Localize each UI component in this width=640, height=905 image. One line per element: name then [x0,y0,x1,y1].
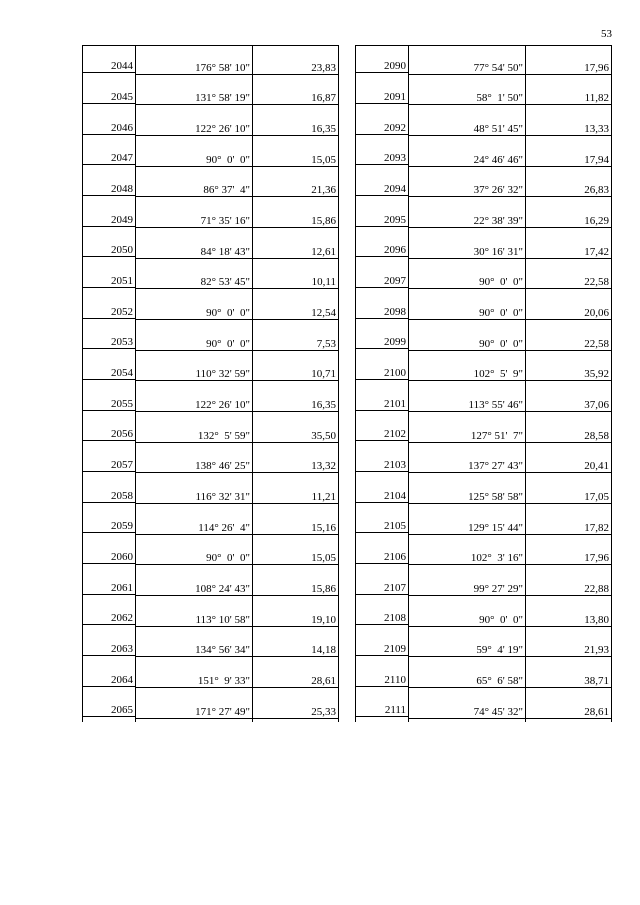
point-number: 2064 [111,674,133,686]
distance-value: 37,06 [584,399,609,411]
point-number: 2099 [384,336,406,348]
angle-value: 116° 32' 31" [195,491,250,503]
measurement-row-rule [135,380,339,381]
point-row-rule [355,410,408,411]
angle-value: 129° 15' 44" [468,522,523,534]
angle-value: 99° 27' 29" [473,583,523,595]
distance-value: 13,33 [584,123,609,135]
angle-value: 22° 38' 39" [473,215,523,227]
measurement-row-rule [408,442,612,443]
angle-value: 84° 18' 43" [200,246,250,258]
point-row-rule [355,164,408,165]
angle-value: 74° 45' 32" [473,706,523,718]
point-row-rule [82,502,135,503]
measurement-row-rule [135,288,339,289]
distance-value: 23,83 [311,62,336,74]
distance-value: 11,21 [311,491,336,503]
angle-value: 77° 54' 50" [473,62,523,74]
distance-value: 10,71 [311,368,336,380]
point-row-rule [355,318,408,319]
distance-value: 12,61 [311,246,336,258]
measurement-row-rule [135,503,339,504]
distance-value: 17,42 [584,246,609,258]
measurement-row-rule [135,442,339,443]
point-row-rule [355,195,408,196]
measurement-row-rule [408,227,612,228]
distance-value: 17,96 [584,552,609,564]
distance-value: 14,18 [311,644,336,656]
distance-value: 21,93 [584,644,609,656]
measurement-row-rule [135,350,339,351]
angle-value: 127° 51' 7" [470,430,523,442]
point-number: 2054 [111,367,133,379]
point-row-rule [82,256,135,257]
distance-value: 22,58 [584,338,609,350]
point-row-rule [82,532,135,533]
angle-value: 48° 51' 45" [473,123,523,135]
table-top-rule [355,45,612,46]
point-row-rule [82,195,135,196]
point-row-rule [82,655,135,656]
point-number: 2060 [111,551,133,563]
angle-value: 82° 53' 45" [200,276,250,288]
distance-value: 15,05 [311,154,336,166]
point-row-rule [355,563,408,564]
angle-value: 90° 0' 0" [479,614,523,626]
measurement-row-rule [135,718,339,719]
point-row-rule [82,348,135,349]
point-number: 2106 [384,551,406,563]
point-row-rule [355,379,408,380]
point-row-rule [355,226,408,227]
point-row-rule [82,686,135,687]
measurement-row-rule [408,135,612,136]
coordinates-table-right [355,45,612,722]
distance-value: 25,33 [311,706,336,718]
angle-value: 171° 27' 49" [195,706,250,718]
measurement-row-rule [408,380,612,381]
angle-value: 110° 32' 59" [195,368,250,380]
distance-value: 15,16 [311,522,336,534]
measurement-row-rule [408,104,612,105]
point-number: 2093 [384,152,406,164]
point-row-rule [355,655,408,656]
point-number: 2058 [111,490,133,502]
angle-value: 102° 3' 16" [470,552,523,564]
distance-value: 7,53 [316,338,336,350]
point-number: 2090 [384,60,406,72]
measurement-row-rule [135,166,339,167]
point-number: 2059 [111,520,133,532]
angle-value: 113° 55' 46" [468,399,523,411]
measurement-row-rule [408,656,612,657]
distance-value: 11,82 [584,92,609,104]
angle-value: 24° 46' 46" [473,154,523,166]
measurement-row-rule [408,564,612,565]
point-row-rule [82,594,135,595]
angle-value: 90° 0' 0" [479,307,523,319]
angle-value: 90° 0' 0" [206,552,250,564]
measurement-row-rule [135,411,339,412]
point-number: 2092 [384,122,406,134]
point-number: 2091 [384,91,406,103]
measurement-row-rule [408,319,612,320]
measurement-row-rule [135,472,339,473]
point-row-rule [82,134,135,135]
distance-value: 17,96 [584,62,609,74]
angle-value: 114° 26' 4" [198,522,250,534]
angle-value: 37° 26' 32" [473,184,523,196]
measurement-row-rule [408,74,612,75]
point-number: 2102 [384,428,406,440]
angle-value: 151° 9' 33" [197,675,250,687]
distance-value: 13,32 [311,460,336,472]
angle-value: 125° 58' 58" [468,491,523,503]
point-row-rule [82,103,135,104]
point-row-rule [355,502,408,503]
measurement-row-rule [408,503,612,504]
point-number: 2065 [111,704,133,716]
angle-value: 90° 0' 0" [479,276,523,288]
point-row-rule [355,134,408,135]
point-row-rule [355,594,408,595]
point-row-rule [355,686,408,687]
point-row-rule [82,72,135,73]
measurement-row-rule [135,258,339,259]
point-row-rule [82,164,135,165]
distance-value: 22,58 [584,276,609,288]
point-row-rule [355,287,408,288]
measurement-row-rule [408,411,612,412]
distance-value: 38,71 [584,675,609,687]
point-row-rule [355,716,408,717]
point-row-rule [355,348,408,349]
angle-value: 90° 0' 0" [206,307,250,319]
point-number: 2100 [384,367,406,379]
point-row-rule [355,256,408,257]
point-number: 2057 [111,459,133,471]
table-vertical-rule [338,45,339,722]
measurement-row-rule [408,258,612,259]
point-number: 2094 [384,183,406,195]
point-row-rule [82,440,135,441]
measurement-row-rule [135,626,339,627]
distance-value: 21,36 [311,184,336,196]
point-number: 2062 [111,612,133,624]
measurement-row-rule [408,196,612,197]
distance-value: 28,61 [311,675,336,687]
point-number: 2097 [384,275,406,287]
point-number: 2111 [384,704,406,716]
angle-value: 137° 27' 43" [468,460,523,472]
angle-value: 122° 26' 10" [195,123,250,135]
distance-value: 20,06 [584,307,609,319]
distance-value: 17,82 [584,522,609,534]
point-number: 2044 [111,60,133,72]
distance-value: 16,35 [311,399,336,411]
point-number: 2098 [384,306,406,318]
point-row-rule [355,72,408,73]
point-row-rule [82,226,135,227]
point-number: 2107 [384,582,406,594]
distance-value: 10,11 [311,276,336,288]
point-row-rule [82,624,135,625]
point-number: 2048 [111,183,133,195]
page-number: 53 [601,28,612,40]
angle-value: 65° 6' 58" [476,675,523,687]
point-number: 2046 [111,122,133,134]
point-row-rule [82,410,135,411]
table-vertical-rule [611,45,612,722]
angle-value: 132° 5' 59" [197,430,250,442]
point-number: 2104 [384,490,406,502]
distance-value: 17,94 [584,154,609,166]
measurement-row-rule [135,135,339,136]
angle-value: 30° 16' 31" [473,246,523,258]
point-row-rule [82,379,135,380]
point-number: 2108 [384,612,406,624]
point-number: 2105 [384,520,406,532]
measurement-row-rule [135,319,339,320]
angle-value: 176° 58' 10" [195,62,250,74]
angle-value: 113° 10' 58" [195,614,250,626]
angle-value: 90° 0' 0" [479,338,523,350]
measurement-row-rule [408,166,612,167]
measurement-row-rule [408,288,612,289]
measurement-row-rule [408,472,612,473]
point-row-rule [82,716,135,717]
point-row-rule [355,471,408,472]
measurement-row-rule [408,626,612,627]
distance-value: 16,29 [584,215,609,227]
point-number: 2109 [384,643,406,655]
angle-value: 102° 5' 9" [473,368,523,380]
distance-value: 17,05 [584,491,609,503]
measurement-row-rule [135,595,339,596]
distance-value: 12,54 [311,307,336,319]
distance-value: 15,86 [311,215,336,227]
point-number: 2095 [384,214,406,226]
angle-value: 58° 1' 50" [476,92,523,104]
distance-value: 28,58 [584,430,609,442]
point-number: 2055 [111,398,133,410]
measurement-row-rule [408,687,612,688]
angle-value: 59° 4' 19" [476,644,523,656]
measurement-row-rule [408,595,612,596]
coordinates-table-left [82,45,339,722]
point-row-rule [355,624,408,625]
point-row-rule [82,287,135,288]
distance-value: 13,80 [584,614,609,626]
measurement-row-rule [408,718,612,719]
measurement-row-rule [135,74,339,75]
point-number: 2063 [111,643,133,655]
measurement-row-rule [135,196,339,197]
point-row-rule [82,471,135,472]
point-number: 2101 [384,398,406,410]
measurement-row-rule [135,534,339,535]
point-number: 2056 [111,428,133,440]
angle-value: 71° 35' 16" [200,215,250,227]
distance-value: 22,88 [584,583,609,595]
angle-value: 131° 58' 19" [195,92,250,104]
point-number: 2110 [384,674,406,686]
angle-value: 122° 26' 10" [195,399,250,411]
measurement-row-rule [135,656,339,657]
angle-value: 90° 0' 0" [206,338,250,350]
angle-value: 90° 0' 0" [206,154,250,166]
point-row-rule [355,440,408,441]
measurement-row-rule [135,227,339,228]
point-number: 2053 [111,336,133,348]
angle-value: 108° 24' 43" [195,583,250,595]
measurement-row-rule [135,564,339,565]
angle-value: 134° 56' 34" [195,644,250,656]
measurement-row-rule [135,104,339,105]
point-number: 2061 [111,582,133,594]
point-number: 2096 [384,244,406,256]
point-row-rule [82,563,135,564]
point-row-rule [82,318,135,319]
distance-value: 15,86 [311,583,336,595]
point-number: 2045 [111,91,133,103]
distance-value: 35,50 [311,430,336,442]
point-number: 2049 [111,214,133,226]
point-row-rule [355,532,408,533]
distance-value: 20,41 [584,460,609,472]
distance-value: 16,87 [311,92,336,104]
point-number: 2047 [111,152,133,164]
angle-value: 86° 37' 4" [203,184,250,196]
measurement-row-rule [408,534,612,535]
measurement-row-rule [135,687,339,688]
point-number: 2051 [111,275,133,287]
distance-value: 19,10 [311,614,336,626]
distance-value: 15,05 [311,552,336,564]
measurement-row-rule [408,350,612,351]
point-row-rule [355,103,408,104]
point-number: 2050 [111,244,133,256]
distance-value: 35,92 [584,368,609,380]
point-number: 2103 [384,459,406,471]
distance-value: 28,61 [584,706,609,718]
table-top-rule [82,45,339,46]
angle-value: 138° 46' 25" [195,460,250,472]
point-number: 2052 [111,306,133,318]
distance-value: 26,83 [584,184,609,196]
distance-value: 16,35 [311,123,336,135]
